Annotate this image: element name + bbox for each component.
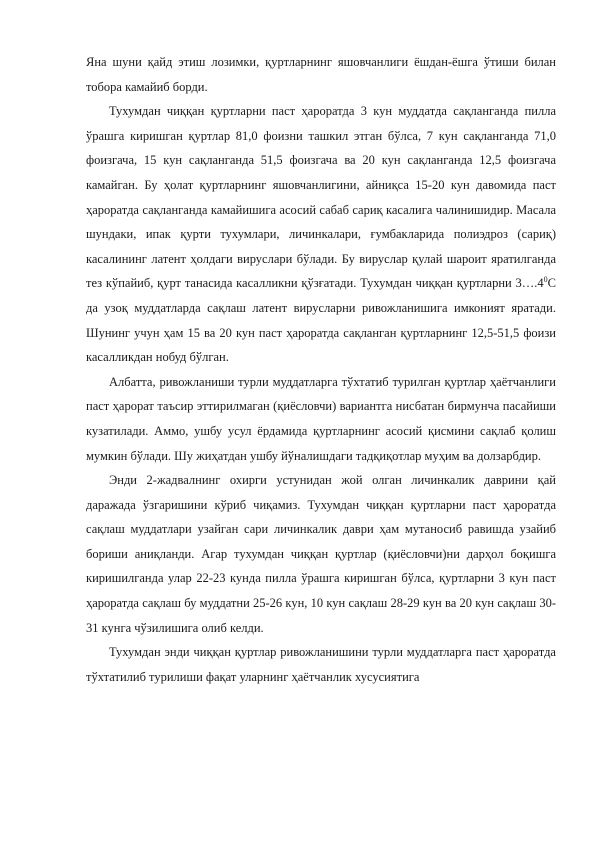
paragraph-5: Тухумдан энди чиққан қуртлар ривожланишини турли муддатларга паст ҳароратда тўхтатилиб турилиши фақат уларнинг ҳаётчанлик хусусиятига — [86, 645, 556, 684]
document-page — [86, 50, 556, 689]
paragraph-3: Албатта, ривожланиши турли муддатларга тўхтатиб турилган қуртлар ҳаётчанлиги паст ҳарорат таъсир эттирилмаган (қиёсловчи) вариантга нисбатан бирмунча пасайиши кузатилади. Аммо, ушбу усул ёрдамида қуртларнинг асосий қисмини сақлаб қолиш мумкин бўлади. Шу жиҳатдан ушбу йўналишдаги тадқиқотлар муҳим ва долзарбдир. — [86, 374, 556, 463]
paragraph-2-part-2: С да узоқ муддатларда сақлаш латент вирусларни ривожланишига имконият яратади. Шунинг учун ҳам 15 ва 20 кун паст ҳароратда сақланган қуртларнинг 12,5-51,5 фоизи касалликдан нобуд бўлган. — [86, 276, 556, 365]
paragraph-4: Энди 2-жадвалнинг охирги устунидан жой олган личинкалик даврини қай даражада ўзгаришини кўриб чиқамиз. Тухумдан чиққан қуртларни паст ҳароратда сақлаш муддатлари узайган сари личинкалик даври ҳам мутаносиб равишда узайиб бориши аниқланди. Агар тухумдан чиққан қуртлар (қиёсловчи)ни дарҳол боқишга киришилганда улар 22-23 кунда пилла ўрашга киришган бўлса, қуртларни 3 кун паст ҳароратда сақлаш бу муддатни 25-26 кун, 10 кун сақлаш 28-29 кун ва 20 кун сақлаш 30-31 кунга чўзилишига олиб келди. — [86, 473, 556, 635]
degree-superscript: 0 — [543, 275, 548, 285]
paragraph-2 — [86, 99, 556, 370]
paragraph-1: Яна шуни қайд этиш лозимки, қуртларнинг яшовчанлиги ёшдан-ёшга ўтиши билан тобора камайиб борди. — [86, 55, 556, 94]
paragraph-2-part-1: Тухумдан чиққан қуртларни паст ҳароратда 3 кун муддатда сақланганда пилла ўрашга киришган қуртлар 81,0 фоизни ташкил этган бўлса, 7 кун сақланганда 71,0 фоизгача, 15 кун сақланганда 51,5 фоизгача ва 20 кун сақланганда 12,5 фоизгача камайган. Бу ҳолат қуртларнинг яшовчанлигини, айниқса 15-20 кун давомида паст ҳароратда сақланганда камайишига асосий сабаб сариқ касалига чалинишидир. Масала шундаки, ипак қурти тухумлари, личинкалари, ғумбакларида полиэдроз (сариқ) касалининг латент ҳолдаги вируслари бўлади. Бу вируслар қулай шароит яратилганда тез кўпайиб, қурт танасида касалликни қўзғатади. Тухумдан чиққан қуртларни 3….4 — [86, 104, 556, 291]
